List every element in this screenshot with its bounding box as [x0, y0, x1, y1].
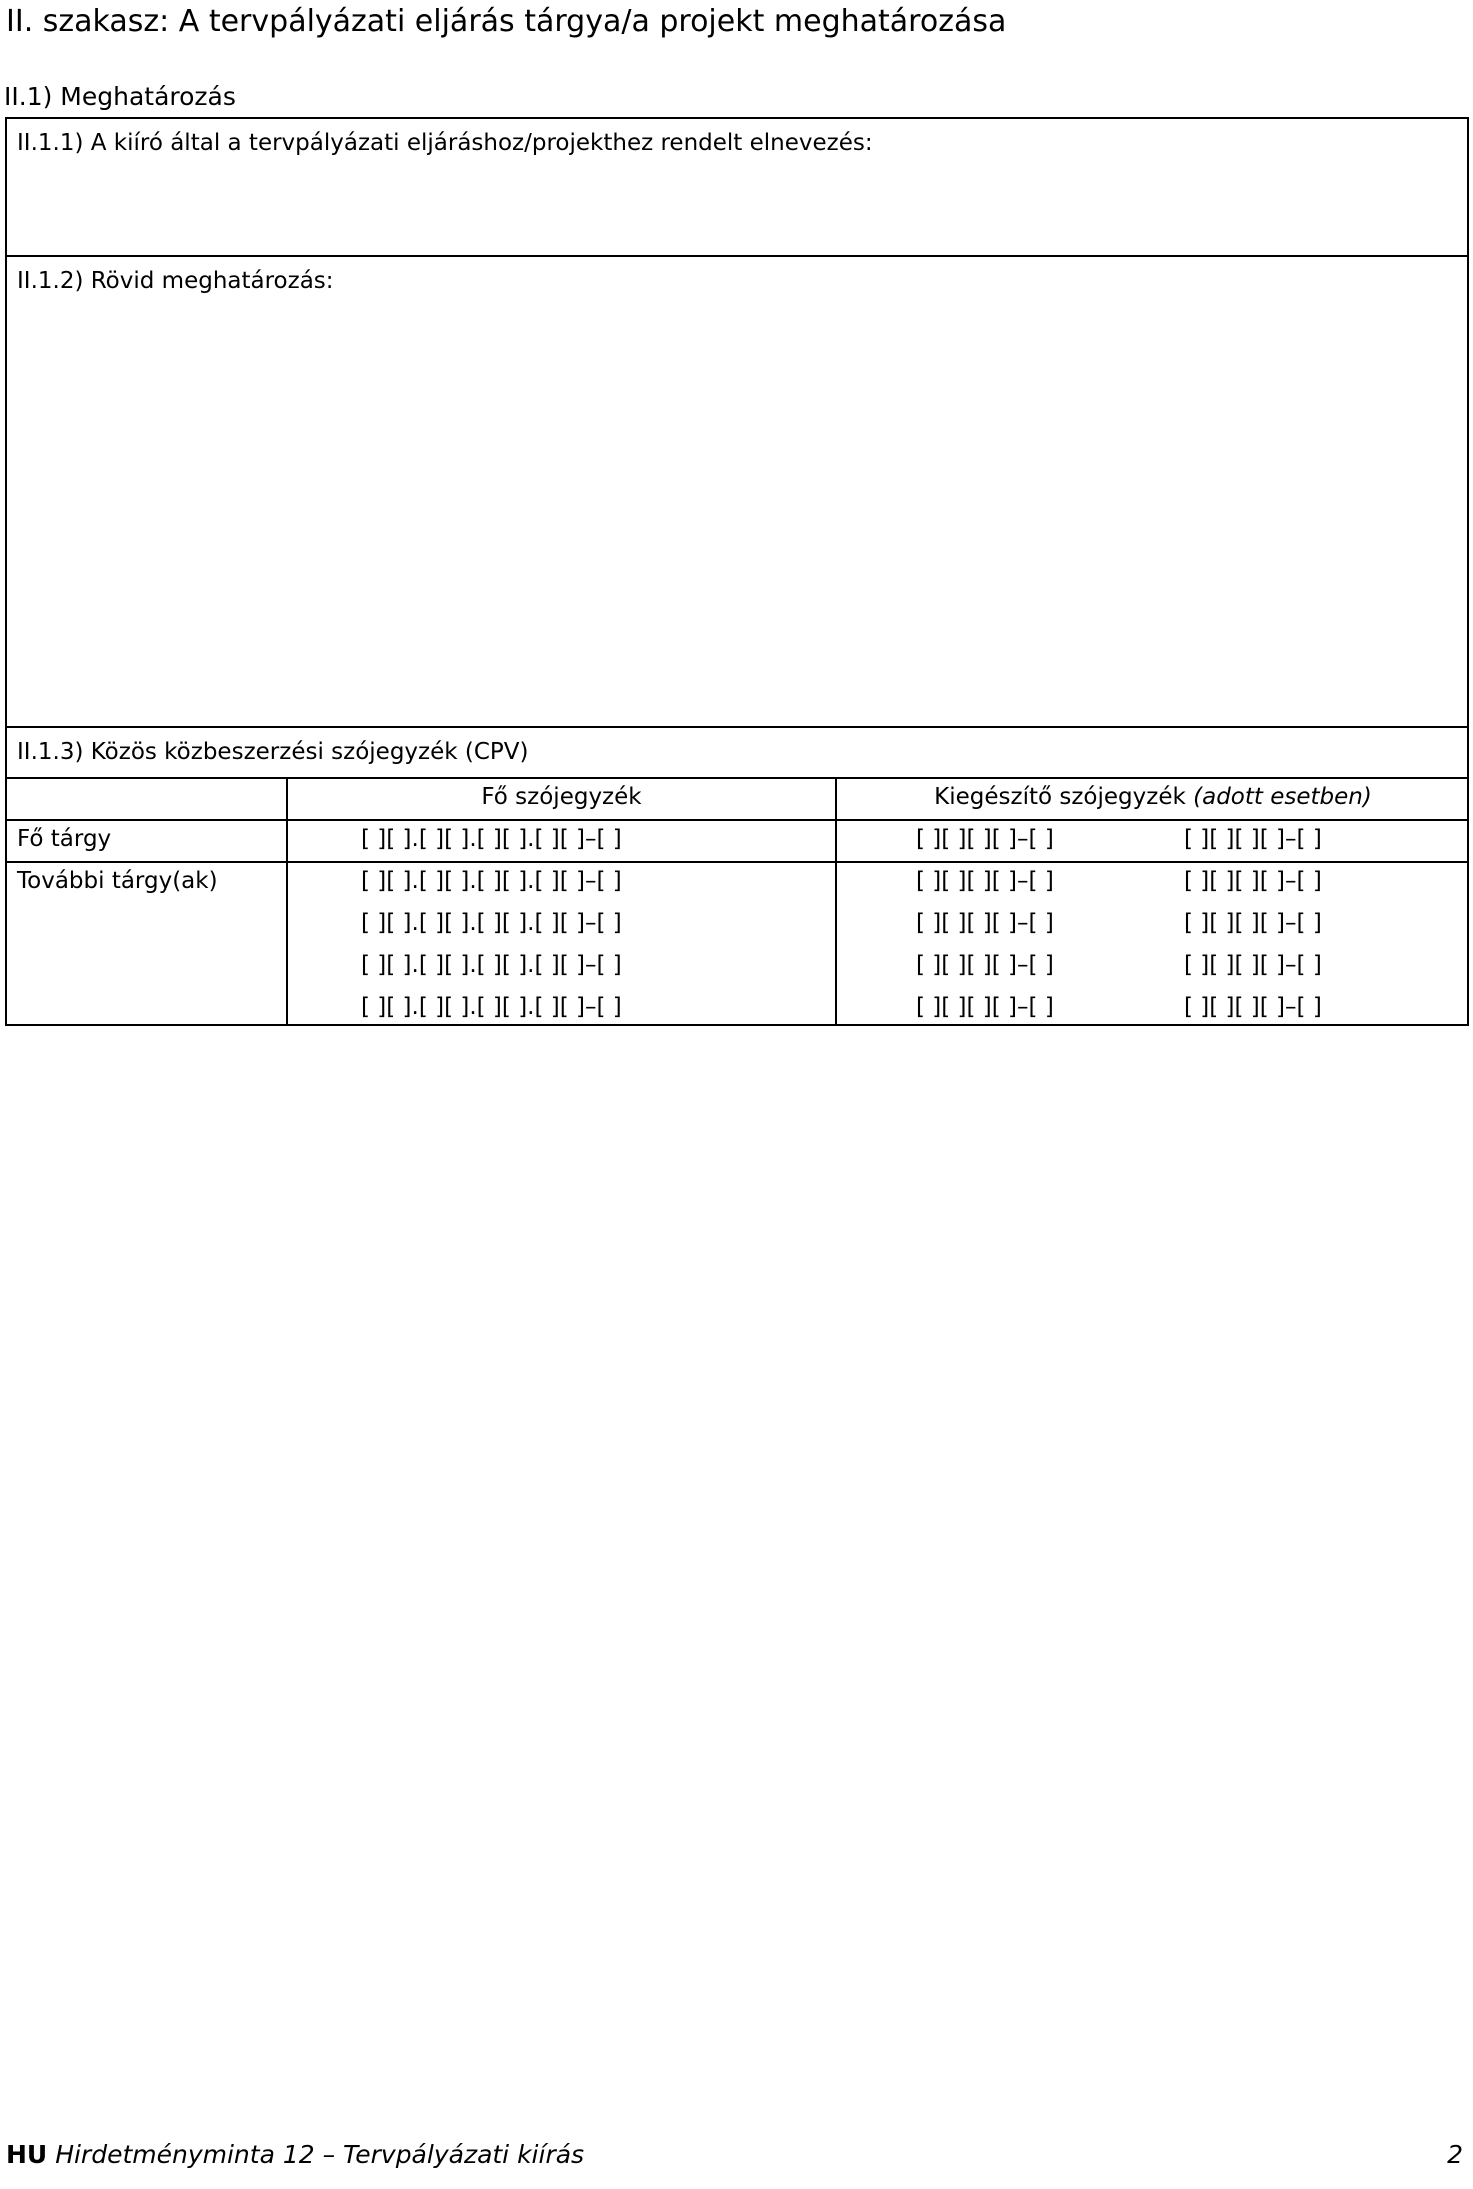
- supplementary-code-field[interactable]: [ ][ ][ ][ ]–[ ]: [916, 994, 1054, 1020]
- supplementary-code-field[interactable]: [ ][ ][ ][ ]–[ ]: [1184, 910, 1322, 936]
- supplementary-vocabulary-header: [837, 781, 1469, 813]
- divider: [7, 777, 1467, 779]
- supplementary-code-field[interactable]: [ ][ ][ ][ ]–[ ]: [1184, 868, 1322, 894]
- divider: [7, 255, 1467, 257]
- main-vocabulary-header: Fő szójegyzék: [481, 784, 642, 810]
- name-field-label: II.1.1) A kiíró által a tervpályázati eljáráshoz/projekthez rendelt elnevezés:: [17, 130, 873, 156]
- main-code-field[interactable]: [ ][ ].[ ][ ].[ ][ ].[ ][ ]–[ ]: [361, 994, 622, 1020]
- divider: [7, 861, 1467, 863]
- supplementary-vocabulary-title: Kiegészítő szójegyzék: [934, 784, 1186, 810]
- main-code-field[interactable]: [ ][ ].[ ][ ].[ ][ ].[ ][ ]–[ ]: [361, 910, 622, 936]
- footer-document-title: Hirdetményminta 12 – Tervpályázati kiírás: [55, 2140, 585, 2169]
- page-number: 2: [1447, 2140, 1463, 2169]
- divider: [7, 819, 1467, 821]
- supplementary-code-field[interactable]: [ ][ ][ ][ ]–[ ]: [916, 826, 1054, 852]
- main-code-field[interactable]: [ ][ ].[ ][ ].[ ][ ].[ ][ ]–[ ]: [361, 826, 622, 852]
- subsection-title: II.1) Meghatározás: [4, 82, 236, 111]
- supplementary-code-field[interactable]: [ ][ ][ ][ ]–[ ]: [1184, 952, 1322, 978]
- supplementary-code-field[interactable]: [ ][ ][ ][ ]–[ ]: [916, 910, 1054, 936]
- main-object-label: Fő tárgy: [17, 826, 112, 852]
- main-code-field[interactable]: [ ][ ].[ ][ ].[ ][ ].[ ][ ]–[ ]: [361, 952, 622, 978]
- footer: [6, 2138, 584, 2172]
- supplementary-code-field[interactable]: [ ][ ][ ][ ]–[ ]: [1184, 994, 1322, 1020]
- section-title: II. szakasz: A tervpályázati eljárás tárgya/a projekt meghatározása: [6, 4, 1007, 39]
- footer-language: HU: [6, 2140, 48, 2169]
- table-column-divider: [286, 777, 288, 1026]
- supplementary-code-field[interactable]: [ ][ ][ ][ ]–[ ]: [916, 952, 1054, 978]
- short-description-label: II.1.2) Rövid meghatározás:: [17, 268, 334, 294]
- supplementary-code-field[interactable]: [ ][ ][ ][ ]–[ ]: [916, 868, 1054, 894]
- supplementary-vocabulary-note: (adott esetben): [1193, 784, 1372, 810]
- form-box: [5, 117, 1469, 1026]
- main-code-field[interactable]: [ ][ ].[ ][ ].[ ][ ].[ ][ ]–[ ]: [361, 868, 622, 894]
- supplementary-code-field[interactable]: [ ][ ][ ][ ]–[ ]: [1184, 826, 1322, 852]
- cpv-label: II.1.3) Közös közbeszerzési szójegyzék (CPV): [17, 739, 529, 765]
- additional-objects-label: További tárgy(ak): [17, 868, 218, 894]
- divider: [7, 726, 1467, 728]
- table-column-divider: [835, 777, 837, 1026]
